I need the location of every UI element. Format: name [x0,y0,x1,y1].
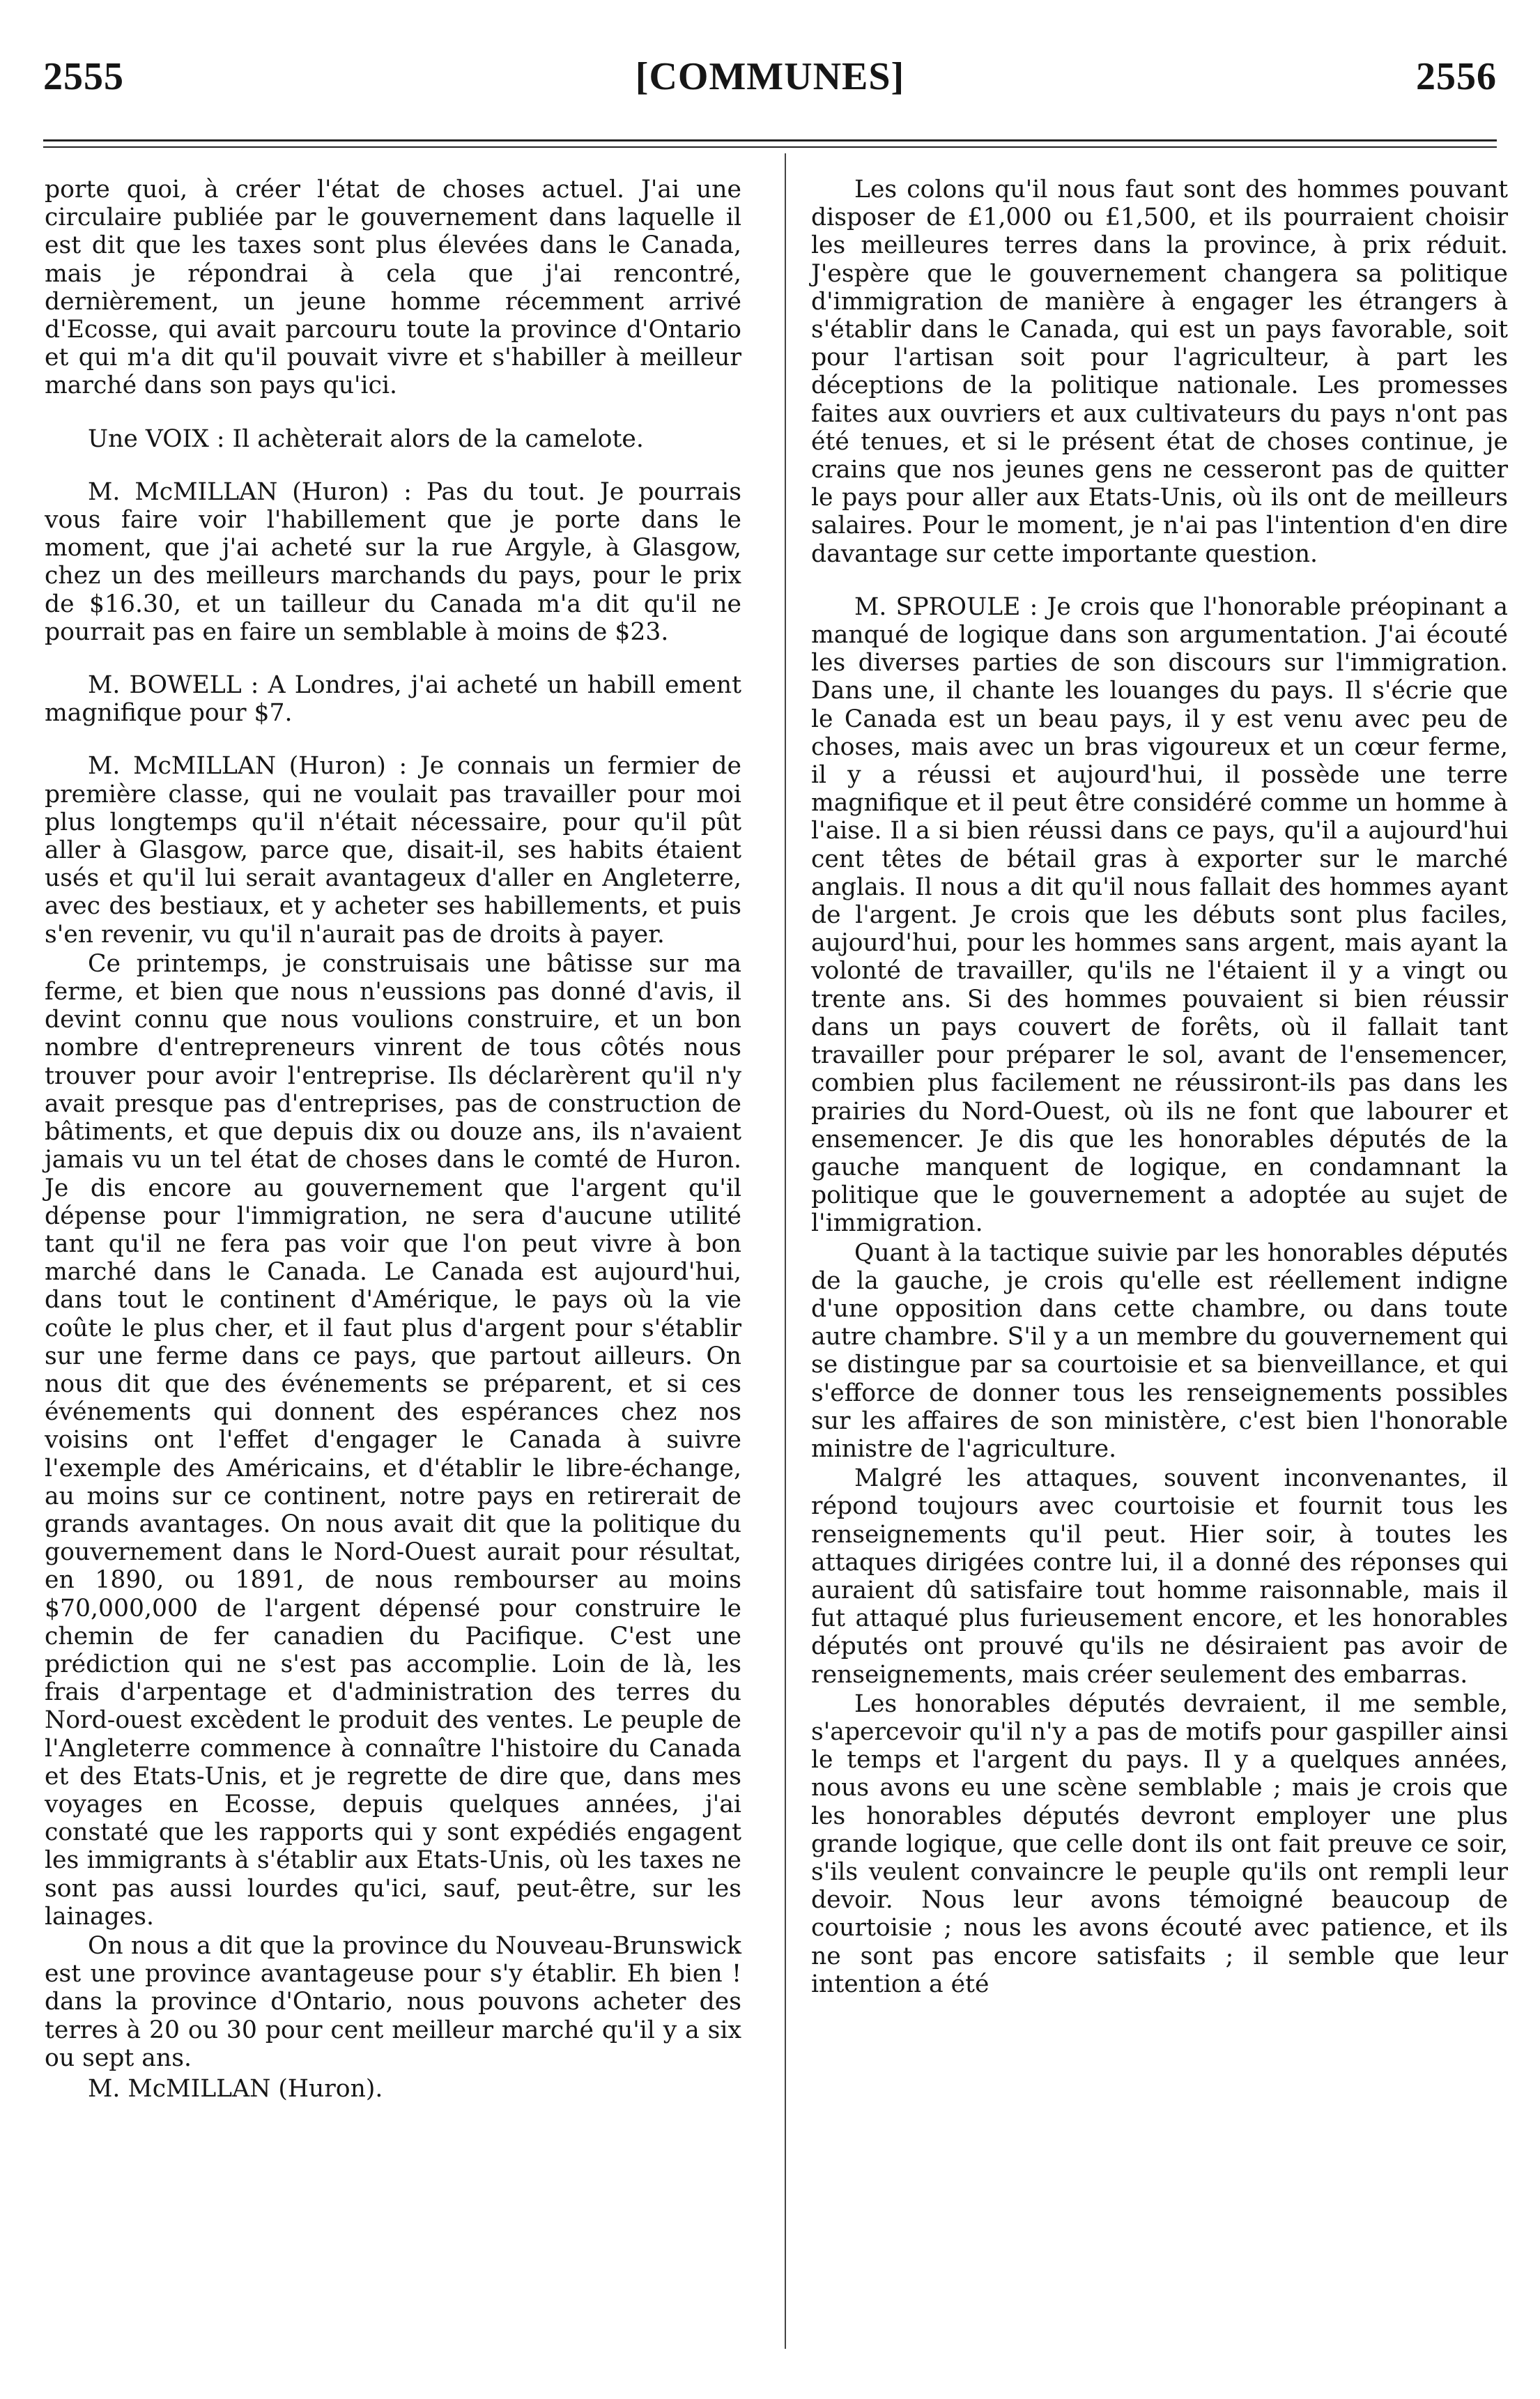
header-rule-bottom [43,146,1497,148]
column-divider [785,153,786,2349]
paragraph: Une VOIX : Il achèterait alors de la camelote. [88,424,644,453]
paragraph: M. BOWELL : A Londres, j'ai acheté un habill ement magnifique pour $7. [45,671,741,728]
paragraph: M. SPROULE : Je crois que l'honorable préopinant a manqué de logique dans son argumentation. J'ai écouté les diverses parties de son discours sur l'immigration. Dans une, il chante les louanges du pays. Il s'écrie que le Canada est un beau pays, il y est venu avec peu de choses, mais avec un bras vigoureux et un cœur ferme, il y a réussi et aujourd'hui, il possède une terre magnifique et il peut être considéré comme un homme à l'aise. Il a si bien réussi dans ce pays, qu'il a aujourd'hui cent têtes de bétail gras à exporter sur le marché anglais. Il nous a dit qu'il nous fallait des hommes ayant de l'argent. Je crois que les débuts sont plus faciles, aujourd'hui, pour les hommes sans argent, mais ayant la volonté de travailler, qu'ils ne l'étaient il y a vingt ou trente ans. Si des hommes pouvaient si bien réussir dans un pays couvert de forêts, où il fallait tant travailler pour préparer le sol, avant de l'ensemencer, combien plus facilement ne réussiront-ils pas dans les prairies du Nord-Ouest, où ils ne font que labourer et ensemencer. Je dis que les honorables députés de la gauche manquent de logique, en condamnant la politique que le gouvernement a adoptée au sujet de l'immigration. [811,592,1508,1238]
right-column [811,176,1508,2000]
paragraph: M. McMILLAN (Huron) : Pas du tout. Je pourrais vous faire voir l'habillement que je porte dans le moment, que j'ai acheté sur la rue Argyle, à Glasgow, chez un des meilleurs marchands du pays, pour le prix de $16.30, et un tailleur du Canada m'a dit qu'il ne pourrait pas en faire un semblable à moins de $23. [45,477,741,646]
left-column [45,176,741,2104]
page-header [43,42,1497,112]
page-number-left: 2555 [43,55,124,98]
paragraph: M. McMILLAN (Huron) : Je connais un fermier de première classe, qui ne voulait pas travailler pour moi plus longtemps qu'il n'était nécessaire, pour qu'il pût aller à Glasgow, parce que, disait-il, ses habits étaient usés et qu'il lui serait avantageux d'aller en Angleterre, avec des bestiaux, et y acheter ses habillements, et puis s'en revenir, vu qu'il n'aurait pas de droits à payer. [45,752,741,949]
paragraph: Les honorables députés devraient, il me semble, s'apercevoir qu'il n'y a pas de motifs pour gaspiller ainsi le temps et l'argent du pays. Il y a quelques années, nous avons eu une scène semblable ; mais je crois que les honorables députés devront employer une plus grande logique, que celle dont ils ont fait preuve ce soir, s'ils veulent convaincre le peuple qu'ils ont rempli leur devoir. Nous leur avons témoigné beaucoup de courtoisie ; nous les avons écouté avec patience, et ils ne sont pas encore satisfaits ; il semble que leur intention a été [811,1689,1508,1998]
page-title: [COMMUNES] [635,55,905,98]
paragraph: Les colons qu'il nous faut sont des hommes pouvant disposer de £1,000 ou £1,500, et ils pourraient choisir les meilleures terres dans la province, à prix réduit. J'espère que le gouvernement changera sa politique d'immigration de manière à engager les étrangers à s'établir dans le Canada, qui est un pays favorable, soit pour l'artisan soit pour l'agriculteur, à part les déceptions de la politique nationale. Les promesses faites aux ouvriers et aux cultivateurs du pays n'ont pas été tenues, et si le présent état de choses continue, je crains que nos jeunes gens ne cesseront pas de quitter le pays pour aller aux Etats-Unis, où ils ont de meilleurs salaires. Pour le moment, je n'ai pas l'intention d'en dire davantage sur cette importante question. [811,176,1508,568]
page-number-right: 2556 [1416,55,1497,98]
paragraph: On nous a dit que la province du Nouveau-Brunswick est une province avantageuse pour s'y établir. Eh bien ! dans la province d'Ontario, nous pouvons acheter des terres à 20 ou 30 pour cent meilleur marché qu'il y a six ou sept ans. [45,1931,741,2072]
header-rule-top [43,139,1497,141]
speaker-signature: M. McMILLAN (Huron). [88,2075,383,2103]
paragraph: Malgré les attaques, souvent inconvenantes, il répond toujours avec courtoisie et fournit tous les renseignements qu'il peut. Hier soir, à toutes les attaques dirigées contre lui, il a donné des réponses qui auraient dû satisfaire tout homme raisonnable, mais il fut attaqué plus furieusement encore, et les honorables députés ont prouvé qu'ils ne désiraient pas avoir de renseignements, mais créer seulement des embarras. [811,1464,1508,1689]
paragraph: Ce printemps, je construisais une bâtisse sur ma ferme, et bien que nous n'eussions pas donné d'avis, il devint connu que nous voulions construire, et un bon nombre d'entrepreneurs vinrent de tous côtés nous trouver pour avoir l'entreprise. Ils déclarèrent qu'il n'y avait presque pas d'entreprises, pas de construction de bâtiments, et que depuis dix ou douze ans, ils n'avaient jamais vu un tel état de choses dans le comté de Huron. Je dis encore au gouvernement que l'argent qu'il dépense pour l'immigration, ne sera d'aucune utilité tant qu'il ne fera pas voir que l'on peut vivre à bon marché dans le Canada. Le Canada est aujourd'hui, dans tout le continent d'Amérique, le pays où la vie coûte le plus cher, et il faut plus d'argent pour s'établir sur une ferme dans ce pays, que partout ailleurs. On nous dit que des événements se préparent, et si ces événements qui donnent des espérances chez nos voisins ont l'effet d'engager le Canada à suivre l'exemple des Américains, et d'établir le libre-échange, au moins sur ce continent, notre pays en retirerait de grands avantages. On nous avait dit que la politique du gouvernement dans le Nord-Ouest aurait pour résultat, en 1890, ou 1891, de nous rembourser au moins $70,000,000 de l'argent dépensé pour construire le chemin de fer canadien du Pacifique. C'est une prédiction qui ne s'est pas accomplie. Loin de là, les frais d'arpentage et d'administration des terres du Nord-ouest excèdent le produit des ventes. Le peuple de l'Angleterre commence à connaître l'histoire du Canada et des Etats-Unis, et je regrette de dire que, dans mes voyages en Ecosse, depuis quelques années, j'ai constaté que les rapports qui y sont expédiés engagent les immigrants à s'établir aux Etats-Unis, où les taxes ne sont pas aussi lourdes qu'ici, sauf, peut-être, sur les lainages. [45,949,741,1931]
paragraph: porte quoi, à créer l'état de choses actuel. J'ai une circulaire publiée par le gouvernement dans laquelle il est dit que les taxes sont plus élevées dans le Canada, mais je répondrai à cela que j'ai rencontré, dernièrement, un jeune homme récemment arrivé d'Ecosse, qui avait parcouru toute la province d'Ontario et qui m'a dit qu'il pouvait vivre et s'habiller à meilleur marché dans son pays qu'ici. [45,176,741,400]
paragraph: Quant à la tactique suivie par les honorables députés de la gauche, je crois qu'elle est réellement indigne d'une opposition dans cette chambre, ou dans toute autre chambre. S'il y a un membre du gouvernement qui se distingue par sa courtoisie et sa bienveillance, et qui s'efforce de donner tous les renseignements possibles sur les affaires de son ministère, c'est bien l'honorable ministre de l'agriculture. [811,1239,1508,1463]
